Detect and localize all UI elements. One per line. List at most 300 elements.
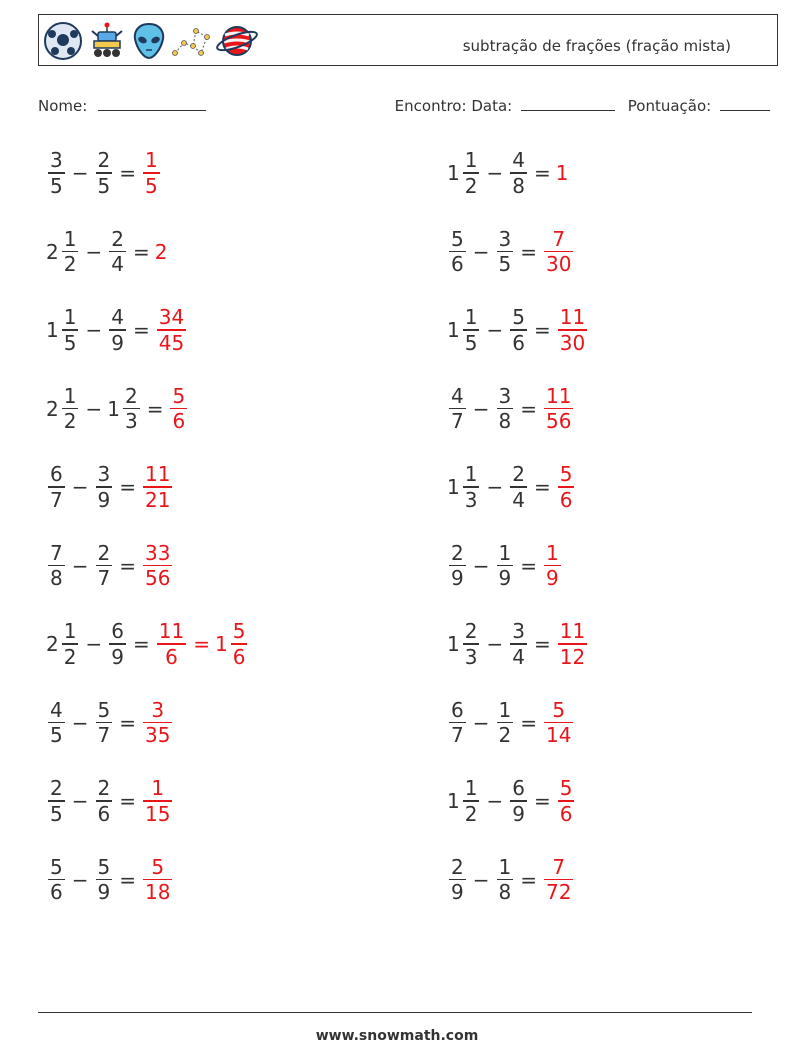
denominator: 9 — [512, 801, 525, 826]
meeting-field-group — [395, 94, 770, 115]
fraction — [558, 776, 575, 826]
whole-part: 1 — [447, 789, 460, 813]
denominator: 9 — [111, 644, 124, 669]
minus-sign: − — [486, 475, 504, 499]
denominator: 3 — [464, 644, 478, 669]
numerator: 7 — [50, 540, 63, 565]
mixed-number — [94, 148, 115, 198]
equals-sign: = — [533, 475, 551, 499]
numerator: 5 — [451, 226, 464, 251]
numerator: 5 — [552, 697, 566, 722]
planet-icon — [215, 21, 259, 61]
answer — [155, 240, 169, 264]
numerator: 11 — [559, 619, 586, 644]
numerator: 2 — [97, 148, 111, 173]
denominator: 4 — [512, 487, 525, 512]
fraction — [62, 384, 79, 434]
robot-rover-icon — [87, 21, 127, 61]
mixed-number — [542, 227, 575, 277]
mixed-number — [508, 148, 529, 198]
denominator: 9 — [546, 566, 559, 591]
numerator: 5 — [151, 854, 165, 879]
minus-sign: − — [71, 710, 89, 735]
denominator: 3 — [464, 487, 478, 512]
denominator: 5 — [97, 173, 111, 198]
minus-sign: − — [472, 239, 490, 264]
mixed-number — [94, 698, 115, 748]
mixed-number — [46, 227, 80, 277]
denominator: 8 — [498, 409, 512, 434]
denominator: 9 — [498, 566, 512, 591]
denominator: 8 — [498, 880, 512, 905]
denominator: 6 — [232, 644, 246, 669]
fraction — [123, 384, 140, 434]
score-blank[interactable] — [720, 94, 770, 111]
fraction — [544, 227, 573, 277]
mixed-number — [215, 619, 249, 669]
problem-item — [447, 531, 563, 601]
denominator: 5 — [63, 330, 77, 355]
fraction — [463, 148, 480, 198]
denominator: 9 — [111, 330, 124, 355]
mixed-number — [107, 305, 128, 355]
equals-sign: = — [520, 239, 537, 264]
numerator: 3 — [498, 226, 512, 251]
numerator: 3 — [50, 148, 63, 173]
whole-part: 1 — [555, 161, 569, 185]
mixed-number — [46, 148, 67, 198]
date-label: Data: — [471, 97, 513, 115]
mixed-number — [46, 698, 67, 748]
numerator: 1 — [464, 462, 478, 487]
problem-item — [447, 609, 589, 679]
equals-sign: = — [533, 632, 551, 656]
problem-item — [447, 688, 575, 758]
whole-part: 2 — [154, 239, 168, 264]
fraction — [510, 148, 527, 198]
name-field-group — [38, 94, 206, 115]
fraction — [143, 148, 160, 198]
answer — [141, 698, 174, 748]
fraction — [96, 462, 113, 512]
fraction — [544, 698, 573, 748]
denominator: 14 — [546, 723, 572, 748]
answer — [141, 148, 162, 198]
numerator: 4 — [512, 148, 525, 173]
numerator: 5 — [50, 854, 63, 879]
denominator: 5 — [50, 173, 63, 198]
numerator: 1 — [464, 148, 478, 173]
fraction — [48, 698, 65, 748]
problem-item — [447, 452, 576, 522]
answer — [556, 305, 589, 355]
minus-sign: − — [85, 396, 103, 421]
problem-item — [46, 688, 174, 758]
numerator: 5 — [232, 619, 246, 644]
problem-item — [46, 452, 174, 522]
numerator: 2 — [50, 776, 63, 801]
denominator: 30 — [559, 330, 586, 355]
denominator: 6 — [559, 487, 573, 512]
header-icons — [43, 21, 259, 61]
fraction — [510, 305, 527, 355]
answer — [542, 698, 575, 748]
denominator: 56 — [145, 566, 171, 591]
problem-item — [447, 374, 575, 444]
footer-url: www.snowmath.com — [315, 1028, 479, 1044]
name-blank[interactable] — [98, 94, 206, 111]
numerator: 1 — [546, 540, 559, 565]
denominator: 4 — [512, 644, 525, 669]
numerator: 7 — [552, 226, 566, 251]
answer — [155, 619, 250, 669]
fraction — [510, 776, 527, 826]
footer-divider — [38, 1012, 752, 1013]
numerator: 1 — [464, 305, 478, 330]
numerator: 3 — [512, 619, 525, 644]
mixed-number — [542, 541, 563, 591]
denominator: 72 — [546, 880, 572, 905]
fraction — [510, 619, 527, 669]
mixed-number — [556, 305, 589, 355]
fraction — [497, 855, 514, 905]
fraction — [497, 227, 514, 277]
mixed-number — [556, 462, 577, 512]
numerator: 3 — [498, 383, 512, 408]
denominator: 6 — [512, 330, 525, 355]
mixed-number — [447, 148, 481, 198]
denominator: 7 — [97, 723, 111, 748]
mixed-number — [141, 148, 162, 198]
numerator: 2 — [111, 226, 124, 251]
numerator: 1 — [145, 148, 158, 173]
equals-sign: = — [119, 553, 136, 578]
denominator: 56 — [546, 409, 572, 434]
numerator: 6 — [512, 776, 525, 801]
fraction — [558, 619, 587, 669]
whole-part: 1 — [447, 318, 460, 342]
minus-sign: − — [85, 318, 103, 342]
soccer-ball-icon — [43, 21, 83, 61]
denominator: 8 — [512, 173, 525, 198]
denominator: 5 — [464, 330, 478, 355]
answer — [556, 161, 570, 185]
problem-item — [46, 609, 249, 679]
answer — [155, 305, 188, 355]
whole-part: 1 — [107, 396, 120, 421]
equals-sign: = — [119, 161, 136, 185]
mixed-number — [556, 619, 589, 669]
problem-item — [46, 295, 188, 365]
whole-part: 2 — [46, 632, 59, 656]
numerator: 11 — [158, 619, 185, 644]
equals-sign: = — [119, 867, 136, 892]
numerator: 5 — [559, 462, 573, 487]
denominator: 9 — [451, 880, 464, 905]
numerator: 1 — [498, 854, 512, 879]
mixed-number — [447, 698, 468, 748]
answer — [141, 776, 174, 826]
mixed-number — [107, 619, 128, 669]
answer — [141, 541, 174, 591]
mixed-number — [141, 462, 174, 512]
fraction — [449, 855, 466, 905]
minus-sign: − — [85, 239, 103, 264]
fraction — [157, 305, 186, 355]
mixed-number — [447, 384, 468, 434]
denominator: 4 — [111, 252, 124, 277]
denominator: 6 — [97, 801, 111, 826]
fraction — [143, 541, 172, 591]
answer — [168, 384, 189, 434]
constellation-icon — [171, 21, 211, 61]
mixed-number — [107, 227, 128, 277]
mixed-number — [141, 698, 174, 748]
minus-sign: − — [486, 318, 504, 342]
fraction — [96, 776, 113, 826]
denominator: 2 — [498, 723, 512, 748]
mixed-number — [495, 384, 516, 434]
mixed-number — [508, 619, 529, 669]
mixed-number — [94, 855, 115, 905]
mixed-number — [508, 776, 529, 826]
mixed-number — [46, 776, 67, 826]
numerator: 1 — [151, 776, 165, 801]
fraction — [96, 855, 113, 905]
denominator: 12 — [559, 644, 586, 669]
numerator: 7 — [552, 854, 566, 879]
fraction — [558, 462, 575, 512]
problem-item — [46, 374, 189, 444]
numerator: 1 — [63, 305, 77, 330]
minus-sign: − — [71, 475, 89, 499]
numerator: 6 — [50, 462, 63, 487]
fraction — [143, 855, 172, 905]
numerator: 2 — [97, 540, 111, 565]
fraction — [143, 698, 172, 748]
denominator: 2 — [63, 252, 77, 277]
fraction — [510, 462, 527, 512]
whole-part: 1 — [447, 632, 460, 656]
mixed-number — [508, 462, 529, 512]
numerator: 5 — [172, 383, 186, 408]
fraction — [62, 305, 79, 355]
problem-item — [46, 531, 174, 601]
denominator: 7 — [50, 487, 63, 512]
fraction — [143, 776, 172, 826]
fraction — [497, 541, 514, 591]
name-label: Nome: — [38, 97, 88, 115]
numerator: 1 — [498, 697, 512, 722]
fraction — [449, 698, 466, 748]
denominator: 5 — [498, 252, 512, 277]
denominator: 9 — [451, 566, 464, 591]
worksheet-header — [38, 14, 778, 66]
mixed-number — [447, 619, 481, 669]
minus-sign: − — [71, 161, 89, 185]
denominator: 30 — [546, 252, 572, 277]
problem-item — [46, 845, 174, 915]
numerator: 5 — [97, 697, 111, 722]
mixed-number — [447, 776, 481, 826]
minus-sign: − — [472, 710, 490, 735]
denominator: 15 — [145, 801, 171, 826]
mixed-number — [155, 305, 188, 355]
equals-sign: = — [119, 789, 136, 813]
equals-sign: = — [520, 710, 537, 735]
whole-part: 2 — [46, 396, 59, 421]
whole-part: 1 — [447, 161, 460, 185]
equals-sign: = — [146, 396, 164, 421]
equals-sign: = — [132, 318, 150, 342]
problem-item — [447, 766, 576, 836]
minus-sign: − — [486, 789, 504, 813]
denominator: 6 — [559, 801, 573, 826]
answer — [542, 541, 563, 591]
numerator: 2 — [451, 854, 464, 879]
denominator: 2 — [63, 644, 77, 669]
mixed-number — [46, 384, 80, 434]
equals-sign: = — [533, 318, 551, 342]
fraction — [62, 619, 79, 669]
denominator: 8 — [50, 566, 63, 591]
denominator: 45 — [158, 330, 185, 355]
fraction — [109, 619, 126, 669]
mixed-number — [46, 305, 80, 355]
fraction — [109, 227, 126, 277]
mixed-number — [107, 384, 141, 434]
denominator: 6 — [50, 880, 63, 905]
denominator: 9 — [97, 880, 111, 905]
minus-sign: − — [486, 161, 504, 185]
mixed-number — [542, 698, 575, 748]
denominator: 7 — [97, 566, 111, 591]
minus-sign: − — [71, 867, 89, 892]
fraction — [48, 855, 65, 905]
fraction — [143, 462, 172, 512]
denominator: 5 — [50, 801, 63, 826]
denominator: 2 — [464, 801, 478, 826]
answer — [556, 776, 577, 826]
equals-sign: = — [520, 553, 537, 578]
answer — [141, 462, 174, 512]
whole-part: 1 — [46, 318, 59, 342]
minus-sign: − — [486, 632, 504, 656]
mixed-number — [495, 227, 516, 277]
denominator: 18 — [145, 880, 171, 905]
numerator: 4 — [50, 697, 63, 722]
mixed-number — [155, 619, 188, 669]
fraction — [463, 305, 480, 355]
fraction — [449, 227, 466, 277]
mixed-number — [94, 462, 115, 512]
fraction — [544, 541, 561, 591]
mixed-number — [447, 305, 481, 355]
answer — [556, 462, 577, 512]
fraction — [231, 619, 248, 669]
mixed-number — [495, 541, 516, 591]
mixed-number — [46, 855, 67, 905]
mixed-number — [168, 384, 189, 434]
mixed-number — [508, 305, 529, 355]
mixed-number — [141, 855, 174, 905]
numerator: 6 — [451, 697, 464, 722]
fraction — [544, 384, 573, 434]
numerator: 2 — [451, 540, 464, 565]
problem-item — [46, 138, 162, 208]
mixed-number — [556, 776, 577, 826]
alien-icon — [131, 21, 167, 61]
equals-sign: = — [132, 632, 150, 656]
mixed-number — [495, 698, 516, 748]
fraction — [558, 305, 587, 355]
answer — [556, 619, 589, 669]
fraction — [48, 776, 65, 826]
minus-sign: − — [71, 789, 89, 813]
denominator: 21 — [145, 487, 171, 512]
minus-sign: − — [71, 553, 89, 578]
mixed-number — [556, 161, 570, 185]
mixed-number — [447, 541, 468, 591]
mixed-number — [94, 541, 115, 591]
fraction — [62, 227, 79, 277]
problem-item — [46, 217, 168, 287]
answer — [141, 855, 174, 905]
answer — [542, 384, 575, 434]
whole-part: 1 — [214, 632, 228, 656]
equals-sign: = — [132, 239, 150, 264]
equals-sign: = — [193, 632, 210, 656]
answer — [542, 855, 575, 905]
numerator: 3 — [151, 697, 165, 722]
mixed-number — [46, 541, 67, 591]
denominator: 2 — [63, 409, 77, 434]
equals-sign: = — [119, 710, 136, 735]
numerator: 11 — [546, 383, 572, 408]
problem-item — [447, 845, 575, 915]
denominator: 6 — [451, 252, 464, 277]
fraction — [463, 619, 480, 669]
fraction — [96, 541, 113, 591]
minus-sign: − — [85, 632, 103, 656]
fraction — [463, 462, 480, 512]
date-blank[interactable] — [521, 94, 615, 111]
problem-item — [447, 217, 575, 287]
mixed-number — [495, 855, 516, 905]
denominator: 9 — [97, 487, 111, 512]
problem-item — [447, 138, 569, 208]
numerator: 5 — [97, 854, 111, 879]
denominator: 3 — [124, 409, 138, 434]
denominator: 35 — [145, 723, 171, 748]
mixed-number — [141, 776, 174, 826]
denominator: 5 — [145, 173, 158, 198]
fraction — [109, 305, 126, 355]
worksheet-title: subtração de frações (fração mista) — [462, 37, 731, 55]
fraction — [449, 384, 466, 434]
denominator: 5 — [50, 723, 63, 748]
numerator: 2 — [97, 776, 111, 801]
numerator: 11 — [145, 462, 171, 487]
mixed-number — [447, 462, 481, 512]
whole-part: 2 — [46, 239, 59, 264]
denominator: 6 — [172, 409, 186, 434]
denominator: 2 — [464, 173, 478, 198]
fraction — [48, 148, 65, 198]
fraction — [96, 148, 113, 198]
mixed-number — [447, 855, 468, 905]
numerator: 4 — [451, 383, 464, 408]
